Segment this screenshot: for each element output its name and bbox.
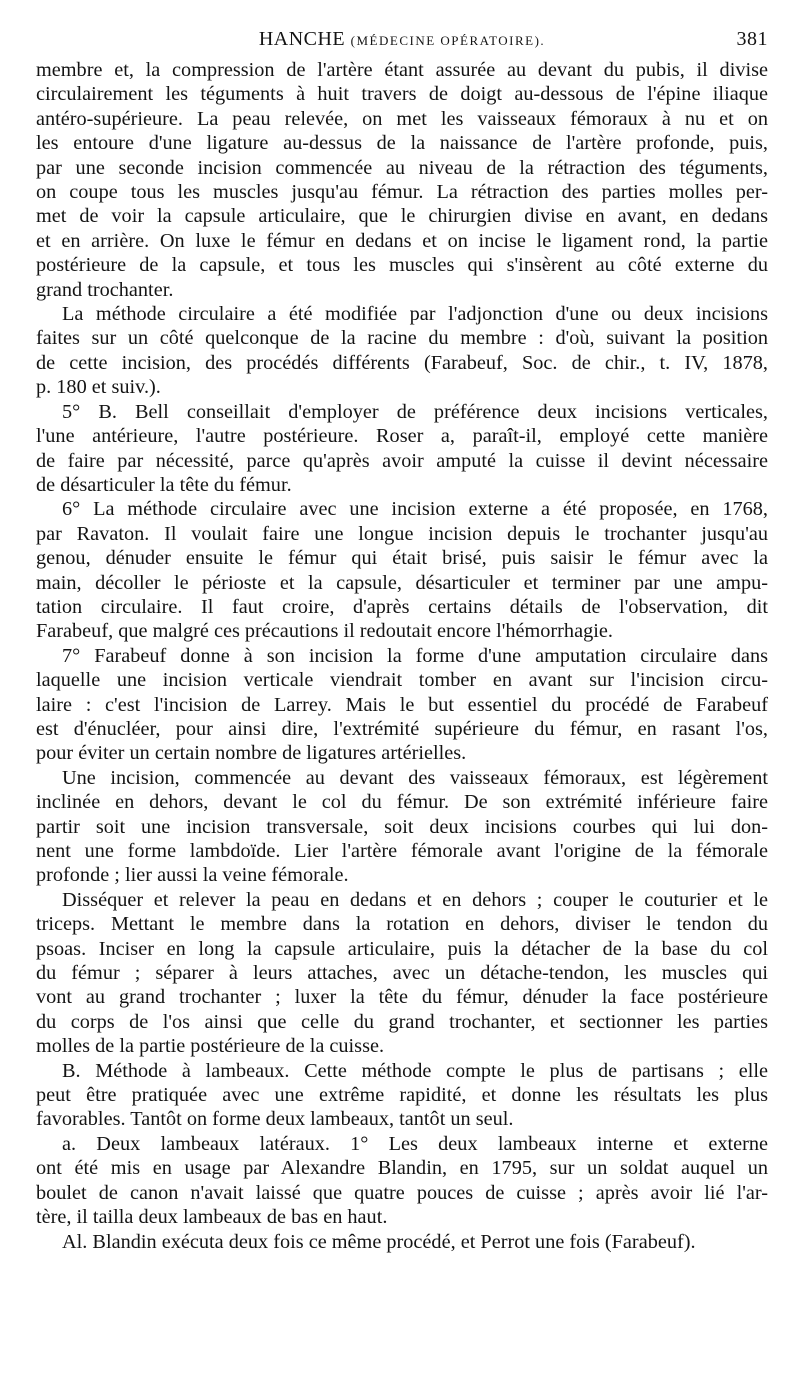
- running-title-sub: (MÉDECINE OPÉRATOIRE).: [350, 33, 546, 48]
- text-line: favorables. Tantôt on forme deux lambeaux, tantôt un seul.: [36, 1108, 514, 1131]
- text-line: grand trochanter.: [36, 278, 174, 301]
- paragraph: [36, 302, 768, 400]
- text-line: par Ravaton. Il voulait faire une longue incision depuis le trochanter jusqu'au: [36, 522, 768, 545]
- text-line: inclinée en dehors, devant le col du fémur. De son extrémité inférieure faire: [36, 791, 768, 814]
- paragraph: [36, 497, 768, 643]
- text-line: a. Deux lambeaux latéraux. 1° Les deux lambeaux interne et externe: [62, 1132, 768, 1155]
- text-line: Disséquer et relever la peau en dedans et en dehors ; couper le couturier et le: [62, 888, 768, 911]
- text-line: tation circulaire. Il faut croire, d'après certains détails de l'observation, dit: [36, 595, 768, 618]
- running-head: [36, 22, 768, 58]
- text-line: ont été mis en usage par Alexandre Blandin, en 1795, sur un soldat auquel un: [36, 1157, 768, 1180]
- text-line: 5° B. Bell conseillait d'employer de préférence deux incisions verticales,: [62, 400, 768, 423]
- text-line: vont au grand trochanter ; luxer la tête du fémur, dénuder la face postérieure: [36, 986, 768, 1009]
- text-line: du fémur ; séparer à leurs attaches, avec un détache-tendon, les muscles qui: [36, 962, 768, 985]
- book-page: [36, 22, 768, 1254]
- text-line: boulet de canon n'avait laissé que quatre pouces de cuisse ; après avoir lié l'ar-: [36, 1181, 768, 1204]
- paragraph: [36, 766, 768, 888]
- text-line: psoas. Inciser en long la capsule articulaire, puis la détacher de la base du col: [36, 937, 768, 960]
- text-line: profonde ; lier aussi la veine fémorale.: [36, 864, 349, 887]
- text-line: B. Méthode à lambeaux. Cette méthode compte le plus de partisans ; elle: [62, 1059, 768, 1082]
- text-line: 6° La méthode circulaire avec une incision externe a été proposée, en 1768,: [62, 498, 768, 521]
- text-line: membre et, la compression de l'artère étant assurée au devant du pubis, il divise: [36, 59, 768, 81]
- text-line: et en arrière. On luxe le fémur en dedans et on incise le ligament rond, la partie: [36, 229, 768, 252]
- text-line: La méthode circulaire a été modifiée par l'adjonction d'une ou deux incisions: [62, 303, 768, 326]
- text-line: laquelle une incision verticale viendrait tomber en avant sur l'incision circu-: [36, 669, 768, 692]
- text-line: nent une forme lambdoïde. Lier l'artère fémorale avant l'origine de la fémorale: [36, 840, 768, 862]
- paragraph: [36, 58, 768, 302]
- text-line: partir soit une incision transversale, soit deux incisions courbes qui lui don-: [36, 815, 768, 838]
- text-line: laire : c'est l'incision de Larrey. Mais le but essentiel du procédé de Farabeuf: [36, 693, 768, 716]
- text-line: de cette incision, des procédés différents (Farabeuf, Soc. de chir., t. IV, 1878,: [36, 351, 768, 374]
- text-line: peut être pratiquée avec une extrême rapidité, et donne les résultats les plus: [36, 1084, 768, 1107]
- text-line: on coupe tous les muscles jusqu'au fémur. La rétraction des parties molles per-: [36, 181, 768, 204]
- text-line: 7° Farabeuf donne à son incision la forme d'une amputation circulaire dans: [62, 644, 768, 667]
- text-line: Une incision, commencée au devant des vaisseaux fémoraux, est légèrement: [62, 766, 768, 789]
- paragraph: [36, 888, 768, 1059]
- text-line: de désarticuler la tête du fémur.: [36, 473, 292, 496]
- text-line: circulairement les téguments à huit travers de doigt au-dessous de l'épine iliaque: [36, 83, 768, 106]
- text-line: genou, dénuder ensuite le fémur qui était brisé, puis saisir le fémur avec la: [36, 547, 768, 570]
- body-text: [36, 58, 768, 1254]
- paragraph: [36, 400, 768, 498]
- text-line: postérieure de la capsule, et tous les muscles qui s'insèrent au côté externe du: [36, 254, 768, 277]
- text-line: met de voir la capsule articulaire, que le chirurgien divise en avant, en dedans: [36, 205, 768, 228]
- text-line: tère, il tailla deux lambeaux de bas en haut.: [36, 1206, 388, 1229]
- paragraph: [36, 1230, 768, 1254]
- text-line: les entoure d'une ligature au-dessus de la naissance de l'artère profonde, puis,: [36, 132, 768, 155]
- text-line: molles de la partie postérieure de la cuisse.: [36, 1035, 385, 1058]
- text-line: Farabeuf, que malgré ces précautions il redoutait encore l'hémorrhagie.: [36, 620, 613, 643]
- text-line: l'une antérieure, l'autre postérieure. Roser a, paraît-il, employé cette manière: [36, 425, 768, 448]
- paragraph: [36, 1132, 768, 1230]
- text-line: Al. Blandin exécuta deux fois ce même procédé, et Perrot une fois (Farabeuf).: [62, 1230, 696, 1253]
- text-line: triceps. Mettant le membre dans la rotation en dehors, diviser le tendon du: [36, 913, 768, 936]
- text-line: de faire par nécessité, parce qu'après avoir amputé la cuisse il devint nécessaire: [36, 449, 768, 472]
- text-line: main, décoller le périoste et la capsule, désarticuler et terminer par une ampu-: [36, 571, 768, 594]
- text-line: du corps de l'os ainsi que celle du grand trochanter, et sectionner les parties: [36, 1010, 768, 1033]
- paragraph: [36, 644, 768, 766]
- running-title: [36, 28, 768, 51]
- running-title-main: HANCHE: [258, 28, 346, 50]
- text-line: antéro-supérieure. La peau relevée, on met les vaisseaux fémoraux à nu et on: [36, 107, 768, 130]
- text-line: par une seconde incision commencée au niveau de la rétraction des téguments,: [36, 156, 768, 179]
- text-line: pour éviter un certain nombre de ligatures artérielles.: [36, 742, 467, 765]
- text-line: est d'énucléer, pour ainsi dire, l'extrémité supérieure du fémur, en rasant l'os,: [36, 717, 768, 740]
- page-number: 381: [736, 28, 768, 50]
- paragraph: [36, 1059, 768, 1132]
- text-line: faites sur un côté quelconque de la racine du membre : d'où, suivant la position: [36, 327, 768, 350]
- text-line: p. 180 et suiv.).: [36, 376, 161, 399]
